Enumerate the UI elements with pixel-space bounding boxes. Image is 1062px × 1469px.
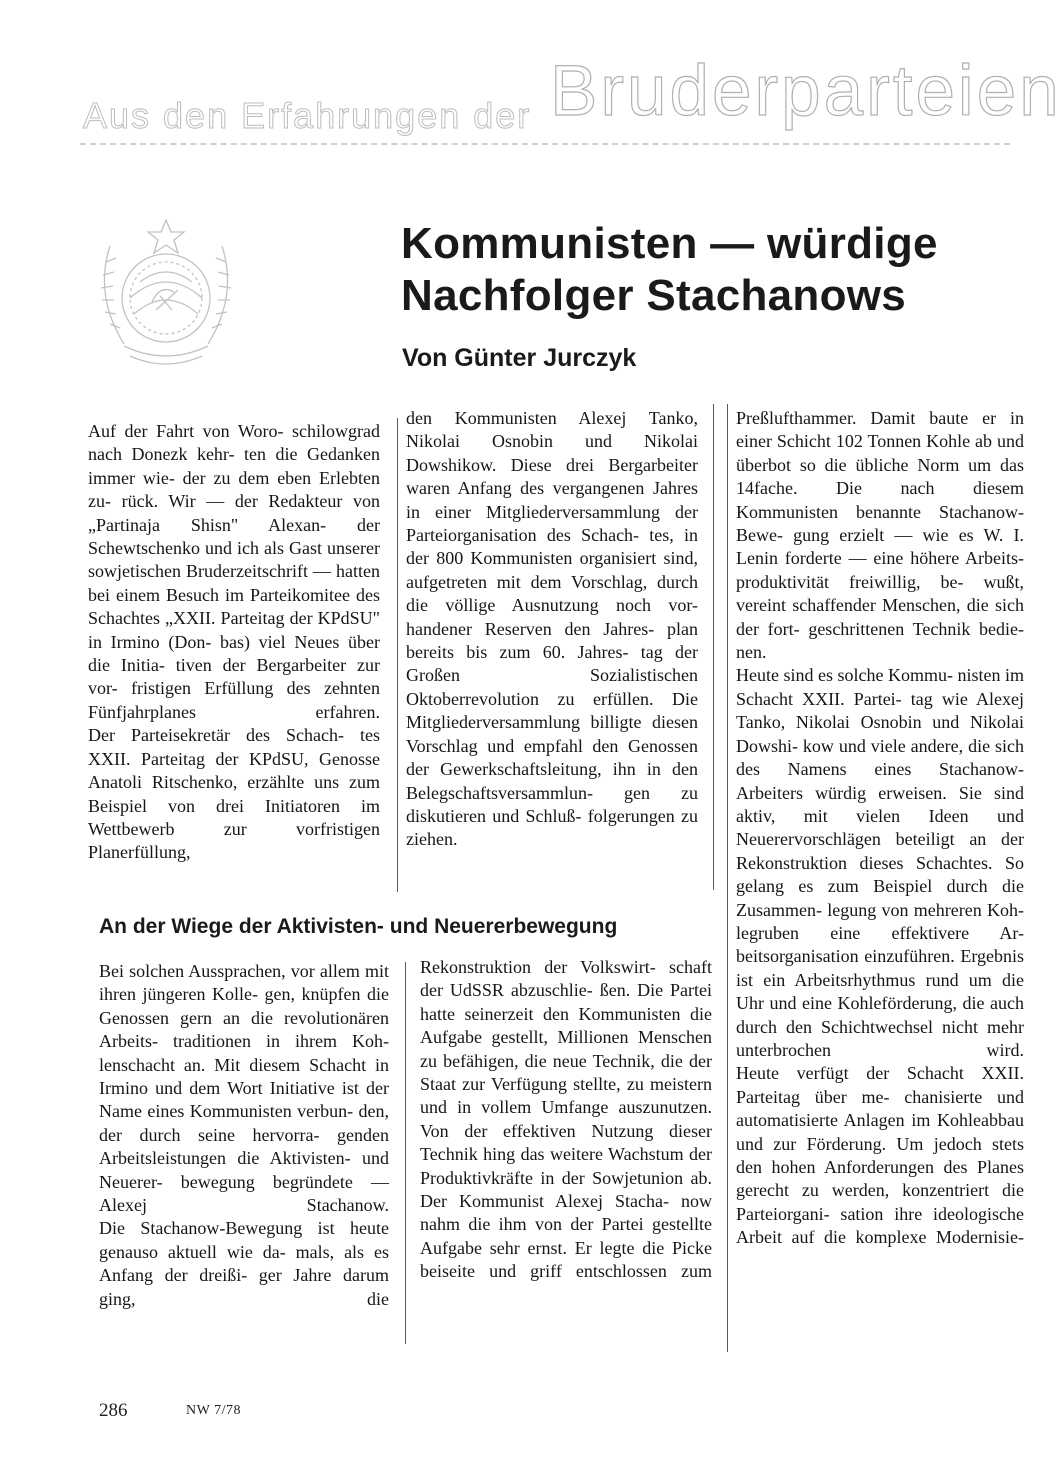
headline-line-1: Kommunisten — würdige xyxy=(401,219,938,268)
section-banner-prefix: Aus den Erfahrungen der xyxy=(83,95,532,136)
article-headline xyxy=(401,218,938,322)
paragraph: Der Kommunist Alexej Stacha- now nahm die ihm von der Partei gestellte Aufgabe sehr ernst. Er legte die Picke beiseite und griff entschlossen zum xyxy=(420,1191,712,1282)
banner-divider xyxy=(80,143,1010,145)
paragraph: den Kommunisten Alexej Tanko, Nikolai Osnobin und Nikolai Dowshikow. Diese drei Bergarbeiter waren Anfang des vergangenen Jahres in einer Mitgliederversammlung der Parteiorganisation des Schach- tes, in der 800 Kommunisten organisiert sind, aufgetreten mit dem Vorschlag, durch die völlige Ausnutzung noch vor- handener Reserven den Jahres- plan bereits bis zum 60. Jahres- tag der Großen Sozialistischen Oktoberrevolution zu erfüllen. Die Mitgliederversammlung billigte diesen Vorschlag und empfahl den Genossen der Gewerkschaftsleitung, ihn in den Belegschaftsversammlun- gen zu diskutieren und Schluß- folgerungen zu ziehen. xyxy=(406,408,698,850)
column-divider xyxy=(713,404,714,890)
paragraph: Die Stachanow-Bewegung ist heute genauso aktuell wie da- mals, als es Anfang der dreißi- ger Jahre darum ging, die xyxy=(99,1218,389,1309)
column-bottom-left xyxy=(99,960,389,1311)
column-top-left xyxy=(88,420,380,865)
column-top-middle xyxy=(406,407,698,852)
state-emblem-icon xyxy=(80,206,252,378)
paragraph: Der Parteisekretär des Schach- tes XXII. Parteitag der KPdSU, Genosse Anatoli Ritschenko, erzählte uns zum Beispiel von drei Initiatoren im Wettbewerb zur vorfristigen Planerfüllung, xyxy=(88,725,380,863)
headline-line-2: Nachfolger Stachanows xyxy=(401,271,907,320)
issue-label: NW 7/78 xyxy=(186,1403,241,1418)
paragraph: Rekonstruktion der Volkswirt- schaft der UdSSR abzuschlie- ßen. Die Partei hatte seinerzeit den Kommunisten die Aufgabe gestellt, Millionen Menschen zu befähigen, die neue Technik, die der Staat zur Verfügung stellte, zu meistern und in vollem Umfange auszunutzen. Von der effektiven Nutzung dieser Technik hing das weitere Wachstum der Produktivkräfte in der Sowjetunion ab. xyxy=(420,957,712,1188)
section-banner-title: Bruderparteien xyxy=(550,52,1062,131)
section-banner xyxy=(80,52,1062,136)
paragraph: Preßlufthammer. Damit baute er in einer Schicht 102 Tonnen Kohle ab und überbot so die übliche Norm um das 14fache. Die nach diesem Kommunisten benannte Stachanow-Bewe- gung erzielt — wie es W. I. Lenin forderte — eine höhere Arbeits- produktivität freiwillig, be- wußt, vereint schaffender Menschen, die sich der fort- geschrittenen Technik bedie- nen. xyxy=(736,408,1024,663)
paragraph: Bei solchen Aussprachen, vor allem mit ihren jüngeren Kolle- gen, knüpfen die Genossen gern an die revolutionären Arbeits- traditionen in ihrem Koh- lenschacht an. Mit diesem Schacht in Irmino und dem Wort Initiative ist der Name eines Kommunisten verbun- den, der durch seine hervorra- genden Arbeitsleistungen die Aktivisten- und Neuerer- bewegung begründete — Alexej Stachanow. xyxy=(99,961,389,1216)
column-divider xyxy=(405,962,406,1344)
column-bottom-middle xyxy=(420,956,712,1284)
paragraph: Heute sind es solche Kommu- nisten im Schacht XXII. Partei- tag wie Alexej Tanko, Nikolai Osnobin und Nikolai Dowshi- kow und viele andere, die sich des Namens eines Stachanow- Arbeiters würdig erweisen. Sie sind aktiv, mit vielen Ideen und Neuerervorschlägen beteiligt an der Rekonstruktion dieses Schachtes. So gelang es zum Beispiel durch die Zusammen- legung von mehreren Koh- legruben eine effektivere Ar- beitsorganisation einzuführen. Ergebnis ist ein Arbeitsrhythmus rund um die Uhr und eine Kohleförderung, die auch durch den Schichtwechsel nicht mehr unterbrochen wird. xyxy=(736,665,1024,1060)
column-right xyxy=(736,407,1024,1250)
column-divider xyxy=(727,404,728,1352)
article-byline: Von Günter Jurczyk xyxy=(402,344,637,372)
paragraph: Heute verfügt der Schacht XXII. Parteitag über me- chanisierte und automatisierte Anlagen im Kohleabbau und zur Förderung. Um jedoch stets den hohen Anforderungen des Planes gerecht zu werden, konzentriert die Parteiorgani- sation ihre ideologische Arbeit auf die komplexe Modernisie- xyxy=(736,1063,1024,1248)
article-subheading: An der Wiege der Aktivisten- und Neuererbewegung xyxy=(99,915,618,938)
column-divider xyxy=(397,418,398,892)
paragraph: Auf der Fahrt von Woro- schilowgrad nach Donezk kehr- ten die Gedanken immer wie- der zu dem eben Erlebten zu- rück. Wir — der Redakteur von „Partinaja Shisn" Alexan- der Schewtschenko und ich als Gast unserer sowjetischen Bruderzeitschrift — hatten bei einem Besuch im Parteikomitee des Schachtes „XXII. Parteitag der KPdSU" in Irmino (Don- bas) viel Neues über die Initia- tiven der Bergarbeiter zur vor- fristigen Erfüllung des zehnten Fünfjahrplanes erfahren. xyxy=(88,421,380,722)
page-number: 286 xyxy=(99,1400,128,1421)
